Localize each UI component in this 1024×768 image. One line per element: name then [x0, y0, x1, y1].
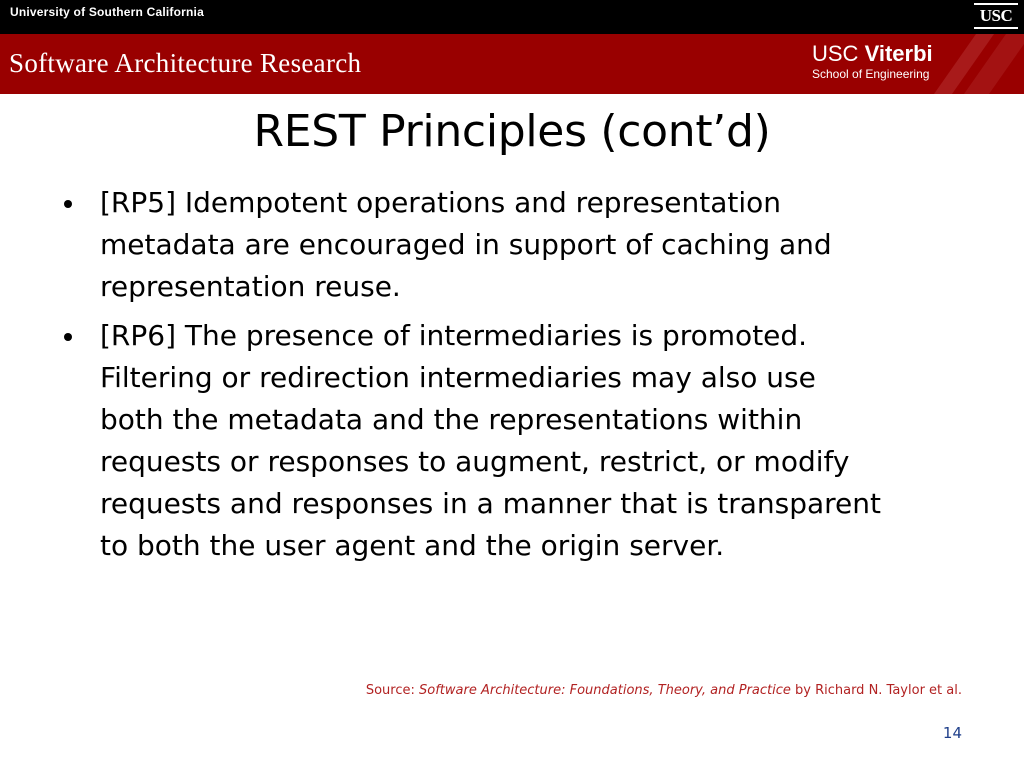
source-book-title: Software Architecture: Foundations, Theory, and Practice — [419, 683, 791, 698]
viterbi-usc-text: USC — [812, 41, 859, 66]
bullet-dot-icon — [64, 200, 72, 208]
bullet-line: requests and responses in a manner that is transparent — [100, 487, 882, 520]
bullet-line: representation reuse. — [100, 270, 401, 303]
bullet-rp5 — [56, 182, 976, 308]
bullet-line: [RP5] Idempotent operations and representation — [100, 186, 782, 219]
source-citation — [366, 683, 962, 698]
bullet-line: [RP6] The presence of intermediaries is promoted. — [100, 319, 808, 352]
bullet-dot-icon — [64, 333, 72, 341]
bullet-line: requests or responses to augment, restrict, or modify — [100, 445, 850, 478]
header-banner — [0, 34, 1024, 94]
viterbi-school-text: School of Engineering — [812, 67, 930, 81]
banner-title: Software Architecture Research — [9, 48, 362, 78]
page-number: 14 — [942, 724, 962, 742]
banner-decoration-icon — [934, 34, 1024, 94]
source-suffix: by Richard N. Taylor et al. — [790, 683, 962, 698]
usc-logo-icon: USC — [974, 3, 1018, 29]
bullet-rp6 — [56, 315, 976, 567]
bullet-line: to both the user agent and the origin server. — [100, 529, 725, 562]
bullet-line: Filtering or redirection intermediaries may also use — [100, 361, 816, 394]
viterbi-name-text: Viterbi — [864, 41, 933, 66]
slide-title: REST Principles (cont’d) — [253, 106, 771, 157]
bullet-line: both the metadata and the representations within — [100, 403, 803, 436]
viterbi-logo — [812, 42, 933, 81]
source-prefix: Source: — [365, 683, 419, 698]
bullet-list — [56, 182, 976, 574]
bullet-line: metadata are encouraged in support of caching and — [100, 228, 832, 261]
university-bar — [0, 0, 1024, 34]
university-name: University of Southern California — [10, 5, 204, 19]
